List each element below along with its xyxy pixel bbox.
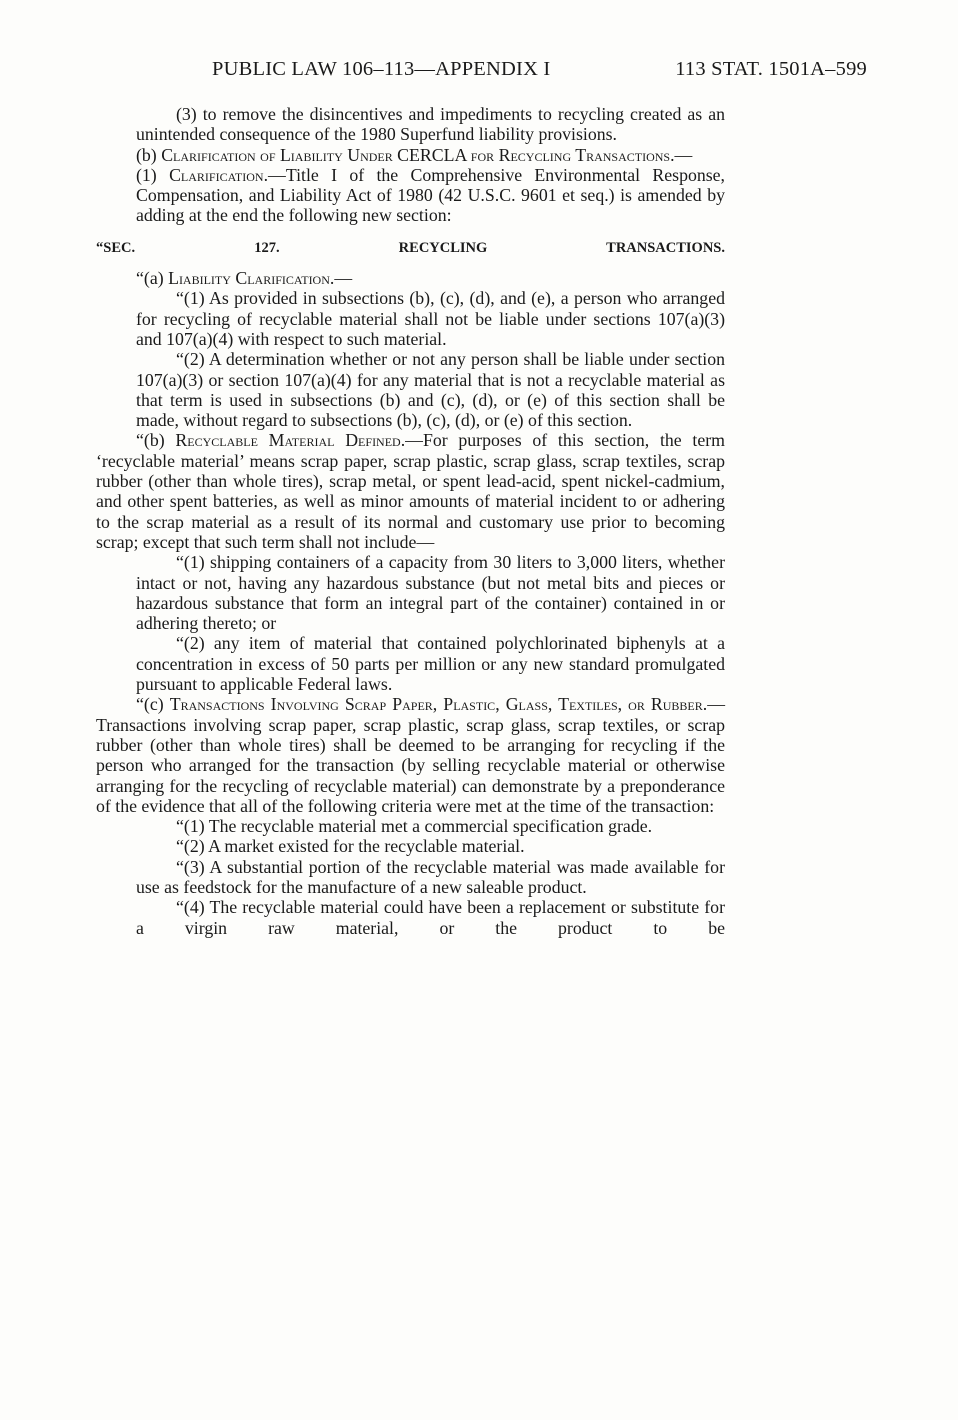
- criterion-c2: “(2) A market existed for the recyclable material.: [176, 836, 525, 857]
- header-title: PUBLIC LAW 106–113—APPENDIX I: [212, 58, 551, 80]
- subsection-c-transactions: “(c) Transactions Involving Scrap Paper, Plastic, Glass, Textiles, or Rubber.—Transactions involving scrap paper, scrap plastic, scrap glass, scrap textiles, or scrap rubber (other than whole tires) shall be deemed to be arranging for recycling if the person who arranged for the transaction (by selling recyclable material or otherwise arranging for the recycling of recyclable material) can demonstrate by a preponderance of the evidence that all of the following criteria were met at the time of the transaction:: [96, 694, 725, 816]
- paragraph-3-remove-disincentives: (3) to remove the disincentives and impediments to recycling created as an unintended consequence of the 1980 Superfund liability provisions.: [136, 104, 725, 145]
- criterion-c3: “(3) A substantial portion of the recyclable material was made available for use as feedstock for the manufacture of a new saleable product.: [136, 856, 725, 897]
- header-page-number: 113 STAT. 1501A–599: [675, 58, 867, 80]
- paragraph-1-clarification: (1) Clarification.—Title I of the Comprehensive Environmental Response, Compensation, and Liability Act of 1980 (42 U.S.C. 9601 et seq.) is amended by adding at the end the following new section:: [136, 164, 726, 226]
- section-127-heading: “SEC. 127. RECYCLING TRANSACTIONS.: [96, 239, 725, 256]
- paragraph-b1: “(1) shipping containers of a capacity from 30 liters to 3,000 liters, whether intact or not, having any hazardous substance (but not metal bits and pieces or hazardous substance that form an integral part of the container) contained in or adhering thereto; or: [136, 552, 725, 634]
- subsection-a-heading: “(a) Liability Clarification.—: [136, 268, 353, 289]
- criterion-c1: “(1) The recyclable material met a commercial specification grade.: [176, 816, 653, 837]
- criterion-c4: “(4) The recyclable material could have been a replacement or substitute for a virgin raw material, or the product to be: [136, 897, 725, 938]
- running-header: [212, 58, 867, 81]
- paragraph-a2: “(2) A determination whether or not any person shall be liable under section 107(a)(3) or section 107(a)(4) for any material that is not a recyclable material as that term is used in subsections (b) and (c), (d), or (e) of this section shall be made, without regard to subsections (b), (c), (d), or (e) of this section.: [136, 349, 725, 431]
- paragraph-b2: “(2) any item of material that contained polychlorinated biphenyls at a concentration in excess of 50 parts per million or any new standard promulgated pursuant to applicable Federal laws.: [136, 633, 725, 695]
- subsection-b-heading: (b) Clarification of Liability Under CERCLA for Recycling Transactions.—: [136, 144, 693, 165]
- page-body: [96, 104, 725, 938]
- subsection-b-recyclable-material: “(b) Recyclable Material Defined.—For purposes of this section, the term ‘recyclable material’ means scrap paper, scrap plastic, scrap glass, scrap textiles, scrap rubber (other than whole tires), scrap metal, or spent lead-acid, spent nickel-cadmium, and other spent batteries, as well as minor amounts of material incident to or adhering to the scrap material as a result of its normal and customary use prior to becoming scrap; except that such term shall not include—: [96, 430, 725, 552]
- paragraph-a1: “(1) As provided in subsections (b), (c), (d), and (e), a person who arranged for recycling of recyclable material shall not be liable under sections 107(a)(3) and 107(a)(4) with respect to such material.: [136, 288, 725, 349]
